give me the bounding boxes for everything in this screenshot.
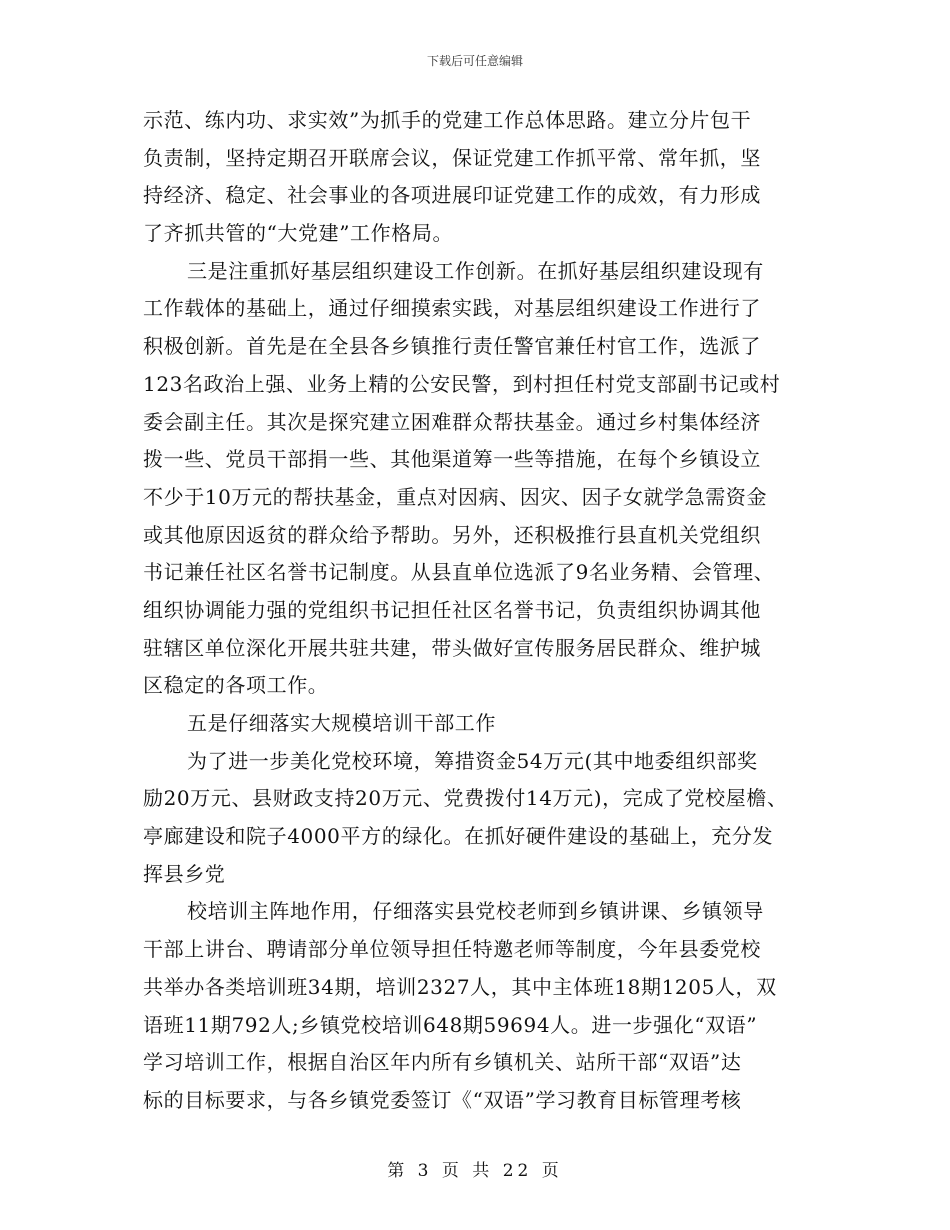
page-footer: 第 3 页 共 22 页 (387, 1161, 563, 1181)
text-line: 驻辖区单位深化开展共驻共建，带头做好宣传服务居民群众、维护城 (143, 635, 761, 660)
text-line: 委会副主任。其次是探究建立困难群众帮扶基金。通过乡村集体经济 (143, 409, 761, 434)
text-line: 为了进一步美化党校环境，筹措资金54万元(其中地委组织部奖 (187, 748, 758, 773)
text-line: 123名政治上强、业务上精的公安民警，到村担任村党支部副书记或村 (143, 371, 781, 396)
text-line: 拨一些、党员干部捐一些、其他渠道筹一些等措施，在每个乡镇设立 (143, 447, 761, 472)
text-line: 语班11期792人;乡镇党校培训648期59694人。进一步强化“双语” (143, 1012, 758, 1037)
page-header: 下载后可任意编辑 (426, 54, 523, 68)
text-line: 共举办各类培训班34期，培训2327人，其中主体班18期1205人，双 (143, 974, 777, 999)
text-line: 干部上讲台、聘请部分单位领导担任特邀老师等制度，今年县委党校 (143, 937, 761, 962)
text-line: 组织协调能力强的党组织书记担任社区名誉书记，负责组织协调其他 (143, 597, 761, 622)
text-line: 不少于10万元的帮扶基金，重点对因病、因灾、因子女就学急需资金 (143, 484, 768, 509)
text-line: 示范、练内功、求实效”为抓手的党建工作总体思路。建立分片包干 (143, 108, 752, 132)
document-body (143, 102, 808, 1120)
text-line: 亭廊建设和院子4000平方的绿化。在抓好硬件建设的基础上，充分发 (143, 824, 774, 849)
text-line: 学习培训工作，根据自治区年内所有乡镇机关、站所干部“双语”达 (143, 1050, 742, 1075)
text-line: 书记兼任社区名誉书记制度。从县直单位选派了9名业务精、会管理、 (143, 560, 775, 585)
text-line: 区稳定的各项工作。 (143, 673, 329, 698)
text-line: 负责制，坚持定期召开联席会议，保证党建工作抓平常、常年抓，坚 (143, 145, 761, 170)
text-line: 挥县乡党 (143, 861, 226, 886)
text-line: 三是注重抓好基层组织建设工作创新。在抓好基层组织建设现有 (187, 258, 764, 283)
text-line: 持经济、稳定、社会事业的各项进展印证党建工作的成效，有力形成 (143, 183, 761, 208)
text-line: 标的目标要求，与各乡镇党委签订《“双语”学习教育目标管理考核 (143, 1087, 742, 1112)
text-line: 校培训主阵地作用，仔细落实县党校老师到乡镇讲课、乡镇领导 (187, 899, 764, 924)
text-line: 励20万元、县财政支持20万元、党费拨付14万元)，完成了党校屋檐、 (143, 786, 788, 811)
text-line: 五是仔细落实大规模培训干部工作 (187, 711, 496, 735)
text-line: 积极创新。首先是在全县各乡镇推行责任警官兼任村官工作，选派了 (143, 334, 761, 359)
text-line: 或其他原因返贫的群众给予帮助。另外，还积极推行县直机关党组织 (143, 522, 761, 547)
text-line: 工作载体的基础上，通过仔细摸索实践，对基层组织建设工作进行了 (143, 296, 761, 321)
text-line: 了齐抓共管的“大党建”工作格局。 (143, 221, 454, 246)
